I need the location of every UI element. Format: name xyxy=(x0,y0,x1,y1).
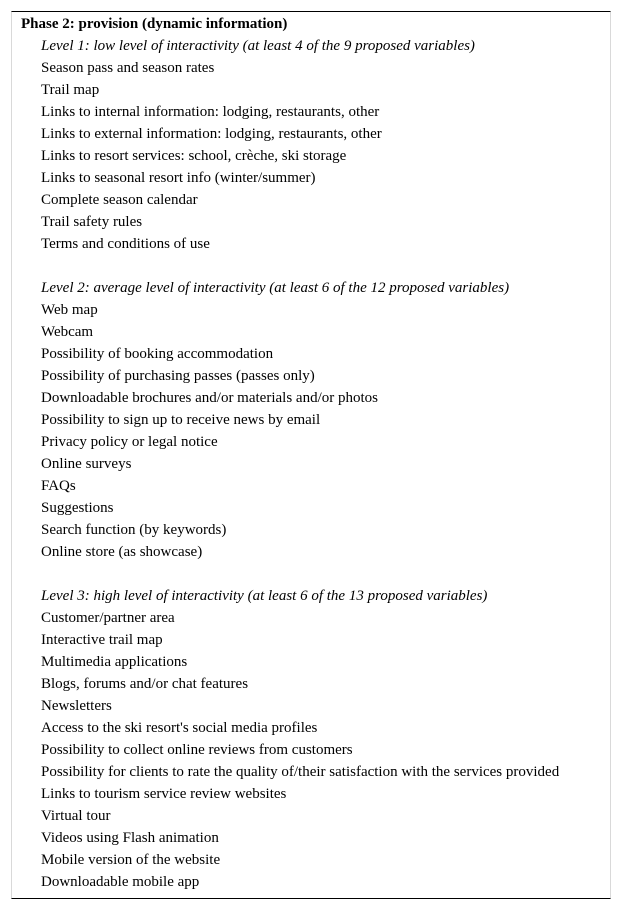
section-spacer xyxy=(21,255,611,277)
variables-table xyxy=(21,13,611,893)
list-item: Possibility of purchasing passes (passes only) xyxy=(41,368,315,384)
list-item: Trail safety rules xyxy=(41,214,143,230)
list-item: Blogs, forums and/or chat features xyxy=(41,676,249,692)
list-item: Downloadable brochures and/or materials and/or photos xyxy=(41,390,378,406)
list-item: Privacy policy or legal notice xyxy=(41,434,218,450)
list-item: Possibility of booking accommodation xyxy=(41,346,274,362)
phase-title: Phase 2: provision (dynamic information) xyxy=(21,16,288,32)
list-item: Season pass and season rates xyxy=(41,60,215,76)
level-1-title: Level 1: low level of interactivity (at least 4 of the 9 proposed variables) xyxy=(41,38,475,54)
level-2-title: Level 2: average level of interactivity (at least 6 of the 12 proposed variables) xyxy=(41,280,510,296)
list-item: Web map xyxy=(41,302,98,318)
list-item: FAQs xyxy=(41,478,76,494)
list-item: Newsletters xyxy=(41,698,112,714)
list-item: Webcam xyxy=(41,324,94,340)
list-item: Mobile version of the website xyxy=(41,852,221,868)
list-item: Possibility for clients to rate the quality of/their satisfaction with the services provided xyxy=(41,764,560,780)
level-3-title: Level 3: high level of interactivity (at least 6 of the 13 proposed variables) xyxy=(41,588,488,604)
list-item: Possibility to collect online reviews from customers xyxy=(41,742,353,758)
level-2-section xyxy=(21,277,611,563)
list-item: Customer/partner area xyxy=(41,610,175,626)
list-item: Interactive trail map xyxy=(41,632,163,648)
list-item: Virtual tour xyxy=(41,808,111,824)
list-item: Complete season calendar xyxy=(41,192,198,208)
level-3-section xyxy=(21,585,611,893)
list-item: Multimedia applications xyxy=(41,654,188,670)
list-item: Terms and conditions of use xyxy=(41,236,210,252)
list-item: Online store (as showcase) xyxy=(41,544,203,560)
list-item: Links to internal information: lodging, restaurants, other xyxy=(41,104,380,120)
list-item: Downloadable mobile app xyxy=(41,874,200,890)
list-item: Online surveys xyxy=(41,456,132,472)
list-item: Links to seasonal resort info (winter/summer) xyxy=(41,170,316,186)
list-item: Trail map xyxy=(41,82,100,98)
list-item: Possibility to sign up to receive news by email xyxy=(41,412,321,428)
list-item: Links to tourism service review websites xyxy=(41,786,287,802)
list-item: Videos using Flash animation xyxy=(41,830,219,846)
list-item: Links to external information: lodging, restaurants, other xyxy=(41,126,382,142)
section-spacer xyxy=(21,563,611,585)
level-1-section xyxy=(21,35,611,255)
list-item: Search function (by keywords) xyxy=(41,522,227,538)
list-item: Access to the ski resort's social media profiles xyxy=(41,720,318,736)
list-item: Suggestions xyxy=(41,500,114,516)
list-item: Links to resort services: school, crèche, ski storage xyxy=(41,148,347,164)
